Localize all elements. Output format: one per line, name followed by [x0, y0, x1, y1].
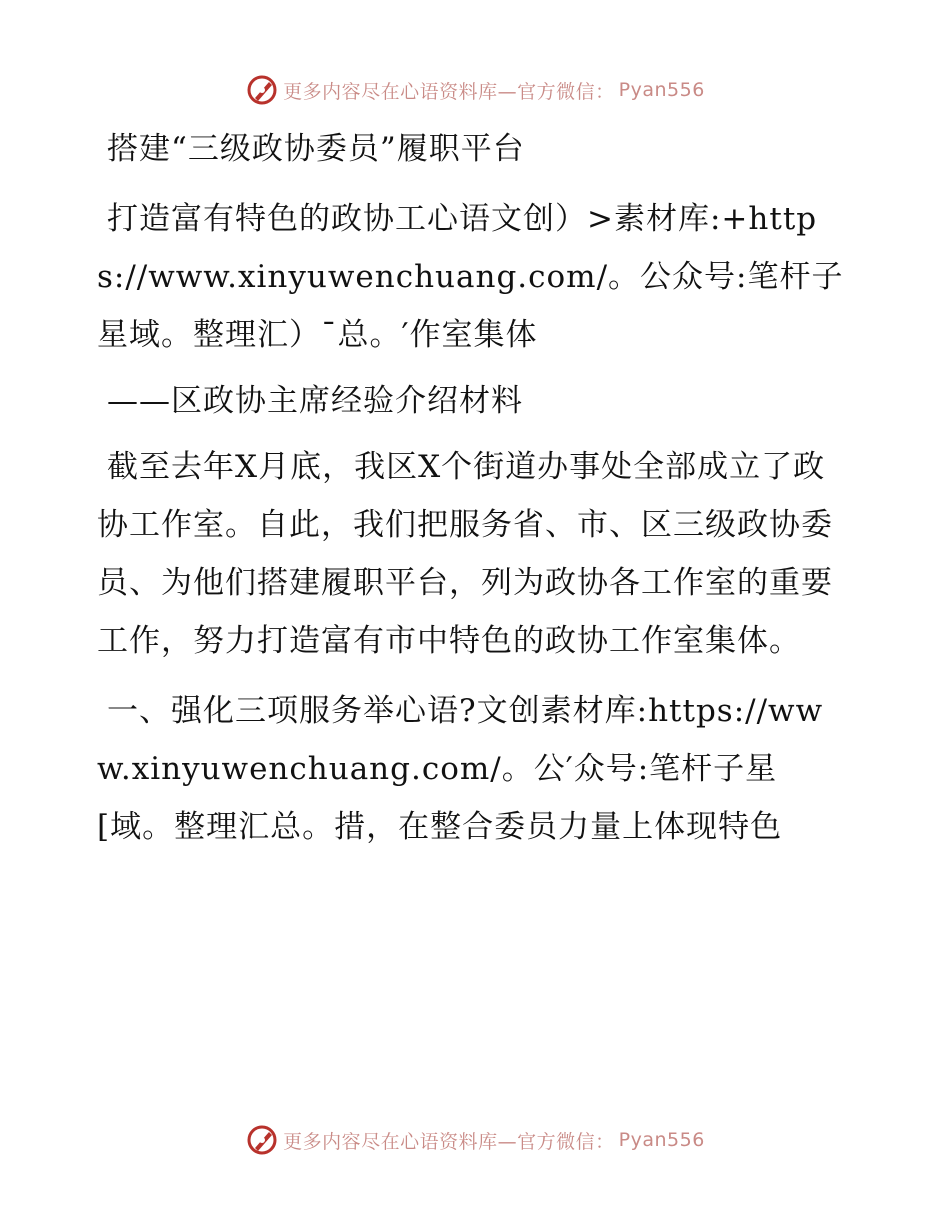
- watermark-text: 更多内容尽在心语资料库—官方微信：: [283, 1130, 615, 1153]
- pen-circle-logo-icon: [245, 73, 279, 107]
- watermark-contact: Pyan556: [618, 79, 705, 101]
- watermark-contact: Pyan556: [618, 1129, 705, 1151]
- paragraph: 打造富有特色的政协工心语文创）>素材库:+https://www.xinyuwenchuang.com/。公众号:笔杆子星域。整理汇）¯总。′作室集体: [97, 201, 844, 353]
- footer-watermark-banner: [0, 1120, 950, 1160]
- document-title: 搭建“三级政协委员”履职平台: [107, 131, 525, 167]
- section-heading-paragraph: 一、强化三项服务举心语?文创素材库:https://www.xinyuwenchuang.com/。公′众号:笔杆子星[域。整理汇总。措，在整合委员力量上体现特色: [97, 693, 824, 845]
- header-watermark-banner: [0, 70, 950, 110]
- document-subtitle: ——区政协主席经验介绍材料: [107, 383, 523, 419]
- watermark-text: 更多内容尽在心语资料库—官方微信：: [283, 80, 615, 103]
- document-body: [97, 120, 853, 868]
- pen-circle-logo-icon: [245, 1123, 279, 1157]
- paragraph: 截至去年X月底，我区X个街道办事处全部成立了政协工作室。自此，我们把服务省、市、区三级政协委员、为他们搭建履职平台，列为政协各工作室的重要工作，努力打造富有市中特色的政协工作室集体。: [97, 449, 833, 659]
